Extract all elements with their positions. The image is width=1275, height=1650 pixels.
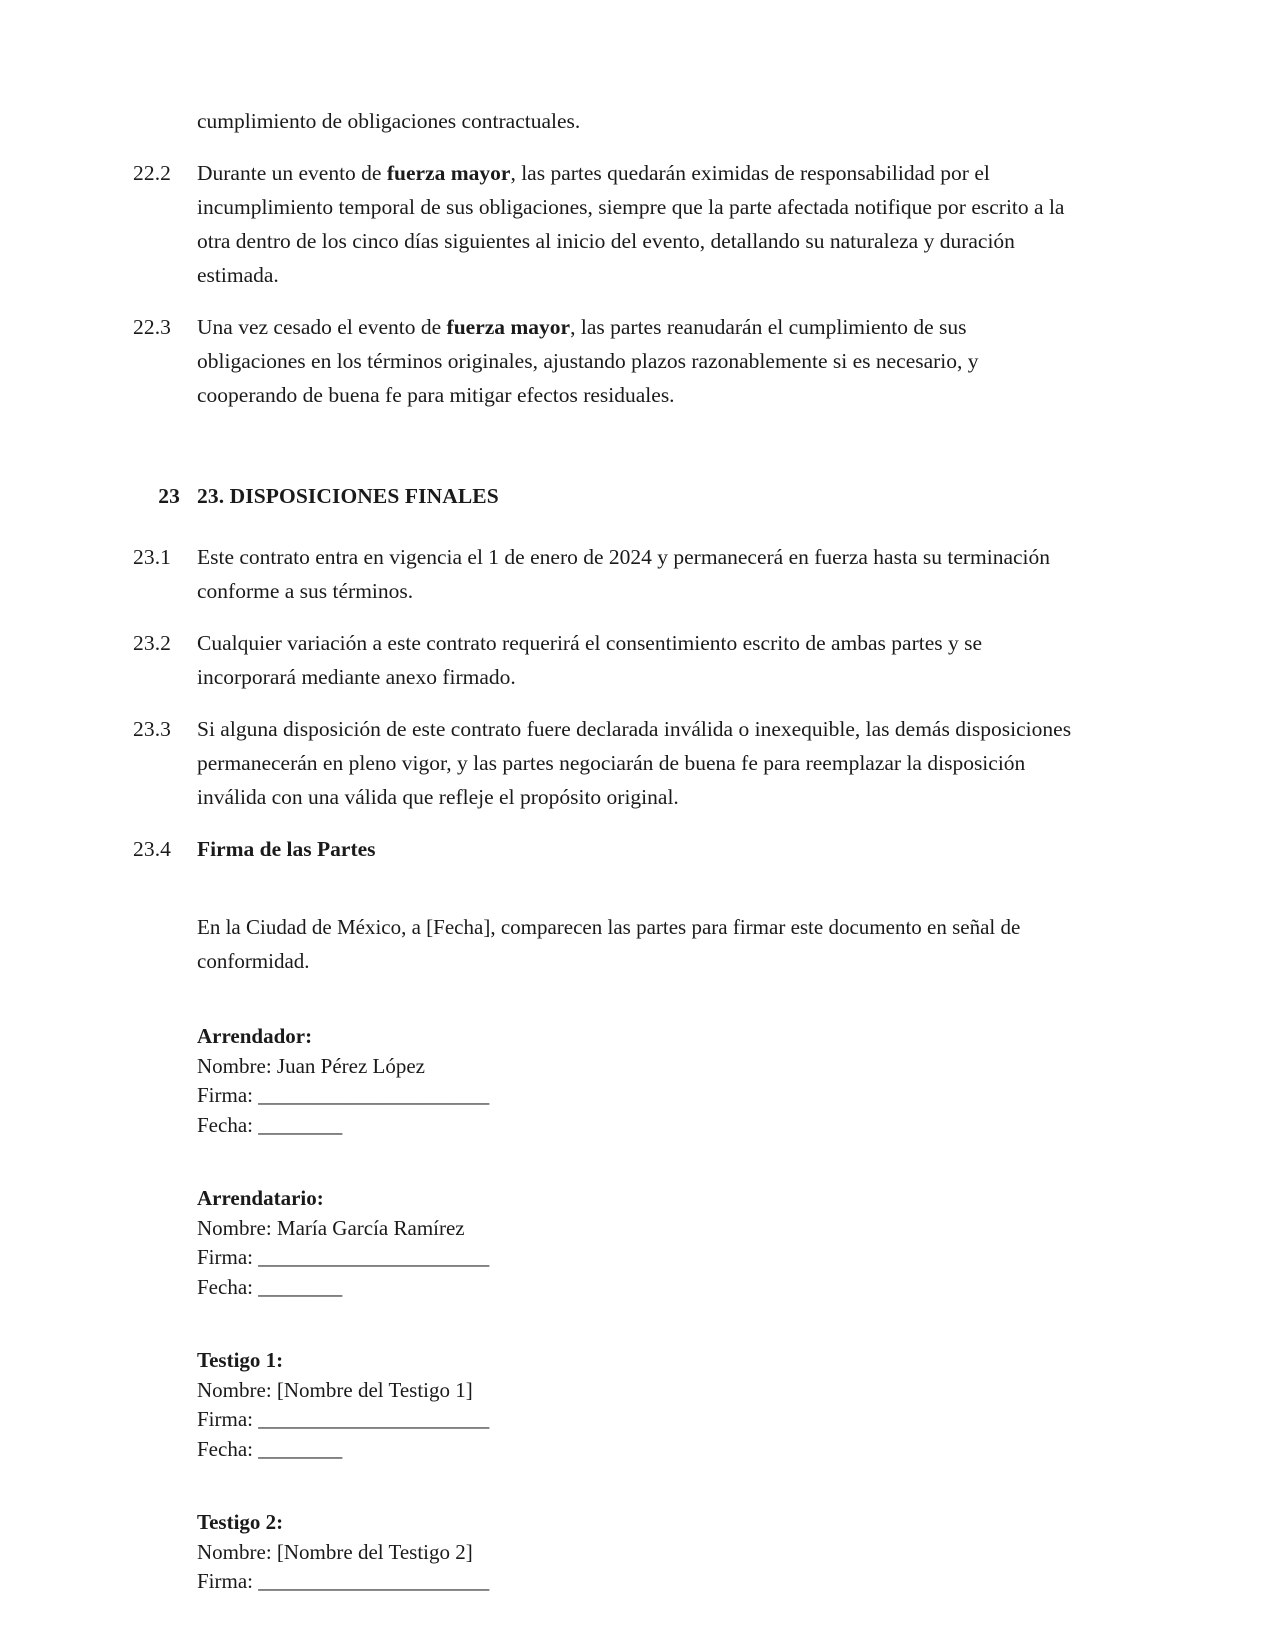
- signature-firma-line: Firma: ______________________: [197, 1245, 490, 1269]
- signature-role-label: Arrendador:: [197, 1024, 313, 1048]
- signature-role-label: Arrendatario:: [197, 1186, 324, 1210]
- section-number: 23: [158, 484, 180, 508]
- signature-fecha-line: Fecha: ________: [197, 1436, 343, 1461]
- clause-title-23-4: [180, 832, 1073, 866]
- signature-firma-line: Firma: ______________________: [197, 1083, 490, 1107]
- signature-fecha-line: Fecha: ________: [197, 1112, 343, 1137]
- section-heading-23: [133, 480, 1073, 512]
- signature-fecha-line: Fecha: ________: [197, 1274, 343, 1299]
- signature-name-line: Nombre: María García Ramírez: [197, 1215, 465, 1240]
- signature-block-testigo-1: [197, 1346, 1073, 1464]
- signature-firma-line: Firma: ______________________: [197, 1407, 490, 1431]
- signature-block-testigo-2: [197, 1508, 1073, 1597]
- signature-role-label: Testigo 2:: [197, 1510, 284, 1534]
- clause-22-3: [133, 310, 1073, 412]
- clause-bold-term: fuerza mayor: [446, 315, 571, 339]
- signature-name-line: Nombre: Juan Pérez López: [197, 1053, 425, 1078]
- signature-name-line: Nombre: [Nombre del Testigo 1]: [197, 1377, 473, 1402]
- section-title: 23. DISPOSICIONES FINALES: [197, 484, 499, 508]
- clause-text-23-2: Cualquier variación a este contrato requerirá el consentimiento escrito de ambas partes y se incorporará mediante anexo firmado.: [197, 631, 983, 689]
- signature-firma-line: Firma: ______________________: [197, 1569, 490, 1593]
- clause-22-2: [133, 156, 1073, 292]
- clause-23-2: [133, 626, 1073, 694]
- clause-text-after-bold: , las partes reanudarán el cumplimiento de sus obligaciones en los términos originales, ajustando plazos razonablemente si es necesario, y cooperando de buena fe para mitigar efectos residuales.: [197, 315, 979, 407]
- signature-section-title: Firma de las Partes: [197, 837, 376, 861]
- signature-role-label: Testigo 1:: [197, 1348, 284, 1372]
- clause-23-1: [133, 540, 1073, 608]
- clause-text: cumplimiento de obligaciones contractuales.: [197, 109, 581, 133]
- clause-number-23-3: 23.3: [133, 717, 172, 741]
- clause-23-3: [133, 712, 1073, 814]
- signature-name-line: Nombre: [Nombre del Testigo 2]: [197, 1539, 473, 1564]
- signature-block-arrendador: [197, 1022, 1073, 1140]
- clause-text-before-bold: Una vez cesado el evento de: [197, 315, 447, 339]
- clause-number-23-1: 23.1: [133, 545, 172, 569]
- clause-number-22-3: 22.3: [133, 315, 172, 339]
- clause-bold-term: fuerza mayor: [386, 161, 511, 185]
- clause-text-23-1: Este contrato entra en vigencia el 1 de enero de 2024 y permanecerá en fuerza hasta su terminación conforme a sus términos.: [197, 545, 1051, 603]
- clause-text-before-bold: Durante un evento de: [197, 161, 387, 185]
- clause-text-22-2: [180, 156, 1073, 292]
- clause-number-23-2: 23.2: [133, 631, 172, 655]
- clause-number-23-4: 23.4: [133, 837, 172, 861]
- signature-intro-paragraph: En la Ciudad de México, a [Fecha], comparecen las partes para firmar este documento en señal de conformidad.: [197, 915, 1021, 973]
- signature-block-arrendatario: [197, 1184, 1073, 1302]
- clause-text-22-3: [180, 310, 1073, 412]
- clause-22-1-continuation: [133, 104, 1073, 138]
- clause-number-22-2: 22.2: [133, 161, 172, 185]
- clause-text-after-bold: , las partes quedarán eximidas de responsabilidad por el incumplimiento temporal de sus obligaciones, siempre que la parte afectada notifique por escrito a la otra dentro de los cinco días siguientes al inicio del evento, detallando su naturaleza y duración estimada.: [197, 161, 1065, 287]
- clause-23-4: [133, 832, 1073, 866]
- document-content: [133, 104, 1073, 1597]
- clause-text-23-3: Si alguna disposición de este contrato fuere declarada inválida o inexequible, las demás disposiciones permanecerán en pleno vigor, y las partes negociarán de buena fe para reemplazar la disposición inválida con una válida que refleje el propósito original.: [197, 717, 1072, 809]
